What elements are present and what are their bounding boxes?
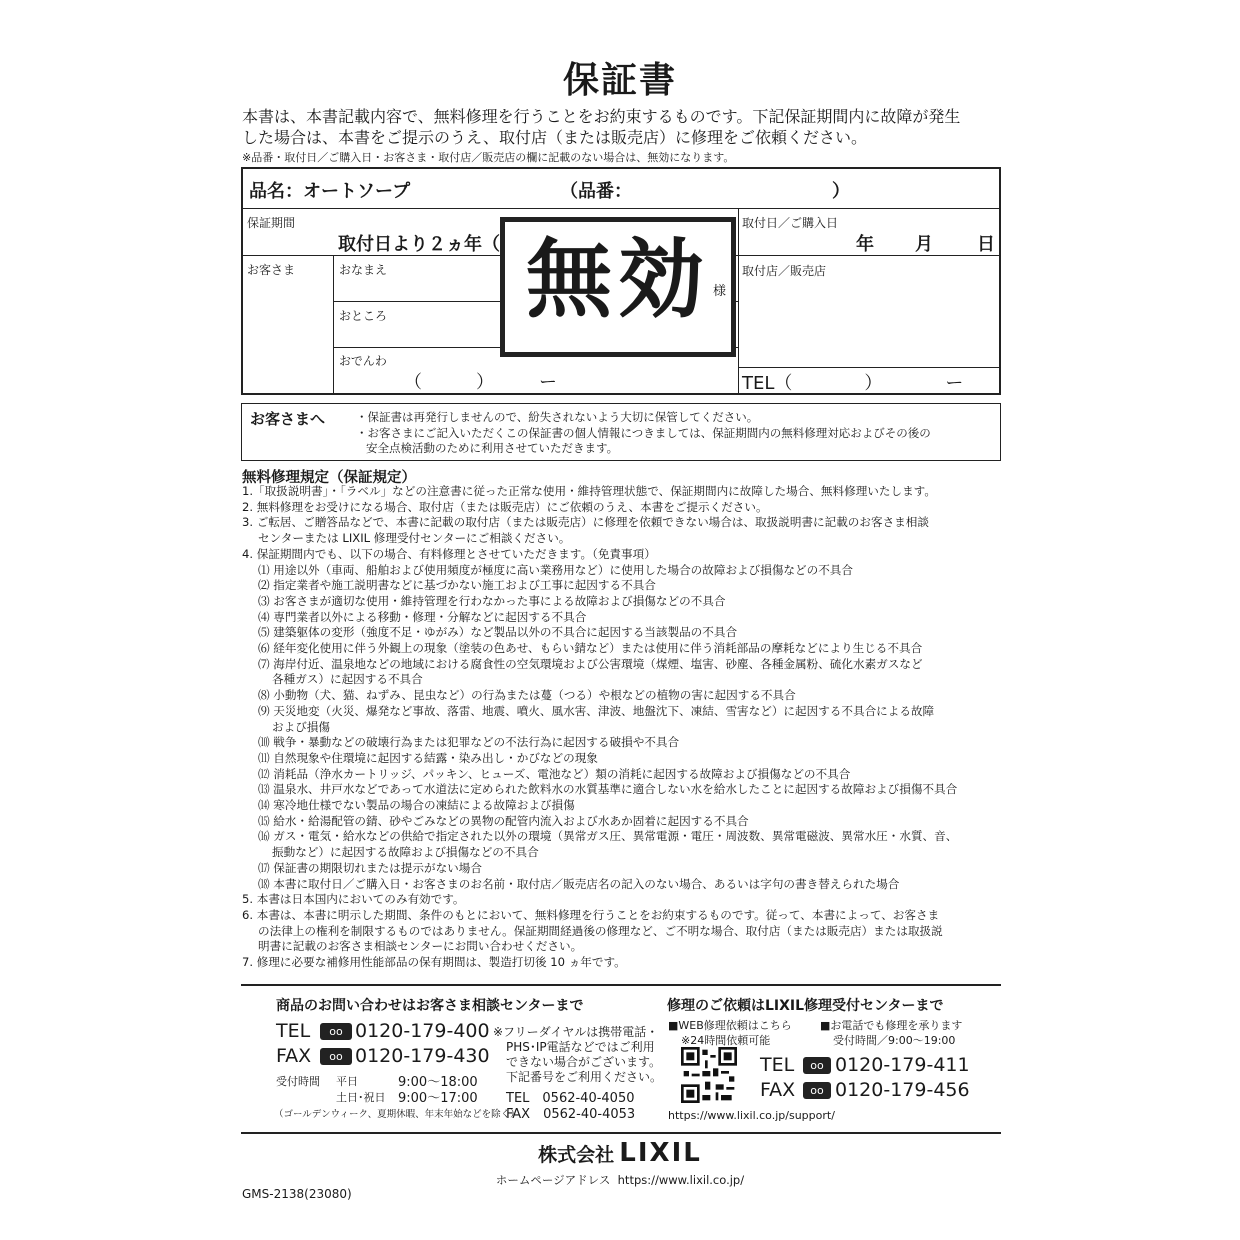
rule-line: ⒅ 本書に取付日／ご購入日・お客さまのお名前・取付店／販売店名の記入のない場合、あるいは字句の書き替えられた場合 bbox=[258, 876, 900, 891]
rule-line: 1.「取扱説明書」・「ラベル」などの注意書に従った正常な使用・維持管理状態で、保証期間内に故障した場合、無料修理いたします。 bbox=[242, 484, 936, 498]
rule-line: 各種ガス）に起因する不具合 bbox=[272, 672, 423, 687]
repair-tel-number: 0120-179-411 bbox=[835, 1054, 970, 1076]
rule-line: ⒁ 寒冷地仕様でない製品の場合の凍結による故障および損傷 bbox=[258, 798, 575, 813]
free-dial-icon: oo bbox=[803, 1057, 831, 1074]
rule-line: ⒂ 給水・給湯配管の錆、砂やごみなどの異物の配管内流入および水あか固着に起因する不具合 bbox=[258, 813, 749, 828]
repair-tel-label: TEL bbox=[760, 1054, 795, 1076]
free-dial-icon: oo bbox=[803, 1082, 831, 1099]
holiday-hours: 9:00～17:00 bbox=[398, 1091, 478, 1106]
phone-label: おでんわ bbox=[339, 354, 387, 368]
rule-line: ⑺ 海岸付近、温泉地などの地域における腐食性の空気環境および公害環境（煤煙、塩害、砂塵、各種金属粉、硫化水素ガスなど bbox=[258, 656, 923, 671]
rule-line: 5. 本書は日本国内においてのみ有効です。 bbox=[242, 892, 465, 907]
fax-label: FAX bbox=[276, 1045, 312, 1067]
rule-line: ⑿ 消耗品（浄水カートリッジ、パッキン、ヒューズ、電池など）類の消耗に起因する故障および損傷などの不具合 bbox=[258, 766, 851, 781]
rule-line: センターまたは LIXIL 修理受付センターにご相談ください。 bbox=[258, 531, 571, 546]
warranty-period-label: 保証期間 bbox=[247, 216, 296, 230]
rule-line: ⒃ ガス・電気・給水などの供給で指定された以外の環境（異常ガス圧、異常電源・電圧・周波数、異常電磁波、異常水圧・水質、音、 bbox=[258, 829, 958, 844]
warranty-period-value: 取付日より２ヵ年（ bbox=[338, 234, 500, 255]
form-divider bbox=[738, 208, 739, 395]
rule-line: および損傷 bbox=[272, 719, 330, 734]
free-dial-icon: oo bbox=[320, 1048, 352, 1065]
rule-line: 3. ご転居、ご贈答品などで、本書に記載の取付店（または販売店）に修理を依頼できない場合は、取扱説明書に記載のお客さま相談 bbox=[242, 515, 929, 530]
notice-line-1: ・保証書は再発行しませんので、紛失されないよう大切に保管してください。 bbox=[356, 410, 759, 424]
rules-heading: 無料修理規定（保証規定） bbox=[242, 470, 416, 486]
rule-line: 振動など）に起因する故障および損傷などの不具合 bbox=[272, 845, 539, 860]
form-divider bbox=[738, 367, 1001, 368]
install-date-label: 取付日／ご購入日 bbox=[742, 216, 839, 230]
free-note-1: ※フリーダイヤルは携帯電話・ bbox=[493, 1025, 659, 1039]
fax-number: 0120-179-430 bbox=[355, 1045, 490, 1067]
web-repair-label: ■WEB修理依頼はこちら bbox=[668, 1019, 792, 1032]
rule-line: ⑹ 経年変化使用に伴う外観上の現象（塗装の色あせ、もらい錆など）または使用に伴う消耗部品の摩耗などにより生じる不具合 bbox=[258, 641, 923, 656]
footer-rule bbox=[241, 1132, 1001, 1134]
phone-repair-label: ■お電話でも修理を承ります bbox=[820, 1019, 963, 1032]
weekday-hours: 9:00～18:00 bbox=[398, 1075, 478, 1090]
document-code: GMS-2138(23080) bbox=[242, 1187, 352, 1201]
hours-note: （ゴールデンウィーク、夏期休暇、年末年始などを除く） bbox=[274, 1109, 520, 1120]
store-tel: TEL（ ） ー bbox=[742, 373, 964, 394]
intro-text bbox=[242, 106, 1002, 148]
free-note-3: できない場合がございます。 bbox=[506, 1055, 662, 1069]
name-suffix: 様 bbox=[713, 284, 727, 299]
rule-line: ⑾ 自然現象や住環境に起因する結露・染み出し・かびなどの現象 bbox=[258, 750, 598, 765]
company-prefix: 株式会社 bbox=[538, 1144, 615, 1166]
invalid-stamp-text: 無効 bbox=[526, 230, 710, 330]
tel-label: TEL bbox=[276, 1020, 311, 1042]
rule-line: ⑵ 指定業者や施工説明書などに基づかない施工および工事に起因する不具合 bbox=[258, 578, 656, 593]
contact-top-rule bbox=[241, 984, 1001, 986]
qr-code-icon[interactable] bbox=[681, 1047, 737, 1103]
address-label: おところ bbox=[339, 309, 388, 323]
page-title: 保証書 bbox=[562, 60, 677, 101]
homepage-url[interactable]: https://www.lixil.co.jp/ bbox=[617, 1173, 745, 1187]
rule-line: ⒀ 温泉水、井戸水などであって水道法に定められた飲料水の水質基準に適合しない水を給水したことに起因する故障および損傷不具合 bbox=[258, 782, 958, 797]
web-repair-note: ※24時間依頼可能 bbox=[681, 1034, 771, 1047]
alt-fax: FAX 0562-40-4053 bbox=[506, 1107, 636, 1122]
day-label: 日 bbox=[977, 234, 995, 255]
form-divider bbox=[333, 255, 334, 395]
notice-line-3: 安全点検活動のために利用させていただきます。 bbox=[366, 441, 619, 455]
weekday-label: 平日 bbox=[336, 1075, 358, 1088]
product-name: 品名：オートソープ bbox=[249, 181, 411, 202]
customer-center-heading: 商品のお問い合わせはお客さま相談センターまで bbox=[276, 998, 584, 1014]
rule-line: の法律上の権利を制限するものではありません。保証期間経過後の修理など、ご不明な場合、取付店（または販売店）または取扱説 bbox=[258, 923, 943, 938]
company-name bbox=[0, 1138, 1240, 1168]
lixil-logo: LIXIL bbox=[619, 1138, 702, 1168]
rule-line: 明書に記載のお客さま相談センターにお問い合わせください。 bbox=[258, 939, 583, 954]
name-label: おなまえ bbox=[339, 263, 388, 277]
store-label: 取付店／販売店 bbox=[742, 264, 827, 278]
phone-repair-hours: 受付時間／9:00～19:00 bbox=[833, 1034, 956, 1047]
homepage-label: ホームページアドレス bbox=[495, 1173, 611, 1187]
month-label: 月 bbox=[915, 234, 933, 255]
rule-line: ⑸ 建築躯体の変形（強度不足・ゆがみ）など製品以外の不具合に起因する当該製品の不具合 bbox=[258, 625, 738, 640]
year-label: 年 bbox=[856, 234, 874, 255]
rule-line: ⑻ 小動物（犬、猫、ねずみ、昆虫など）の行為または蔓（つる）や根などの植物の害に起因する不具合 bbox=[258, 688, 796, 703]
notice-line-2: ・お客さまにご記入いただくこの保証書の個人情報につきましては、保証期間内の無料修理対応およびその後の bbox=[356, 426, 931, 440]
rule-line: 2. 無料修理をお受けになる場合、取付店（または販売店）にご依頼のうえ、本書をご提示ください。 bbox=[242, 499, 768, 514]
form-divider bbox=[241, 208, 1001, 209]
homepage-line bbox=[0, 1172, 1240, 1188]
product-number-close: ） bbox=[832, 181, 850, 202]
rule-line: ⑽ 戦争・暴動などの破壊行為または犯罪などの不法行為に起因する破損や不具合 bbox=[258, 735, 680, 750]
customer-label: お客さま bbox=[247, 263, 296, 277]
tel-number: 0120-179-400 bbox=[355, 1020, 490, 1042]
phone-format: （ ） ー bbox=[404, 372, 557, 393]
rule-line: ⑴ 用途以外（車両、船舶および使用頻度が極度に高い業務用など）に使用した場合の故障および損傷などの不具合 bbox=[258, 562, 853, 577]
rules-list bbox=[242, 484, 1012, 971]
hours-label: 受付時間 bbox=[276, 1075, 320, 1088]
holiday-label: 土日･祝日 bbox=[336, 1091, 386, 1104]
rule-line: ⒄ 保証書の期限切れまたは提示がない場合 bbox=[258, 860, 482, 875]
intro-line-1: 本書は、本書記載内容で、無料修理を行うことをお約束するものです。下記保証期間内に故障が発生 bbox=[242, 107, 961, 126]
intro-note: ※品番・取付日／ご購入日・お客さま・取付店／販売店の欄に記載のない場合は、無効になります。 bbox=[242, 151, 735, 164]
free-dial-icon: oo bbox=[320, 1023, 352, 1040]
repair-fax-label: FAX bbox=[760, 1079, 796, 1101]
rule-line: ⑷ 専門業者以外による移動・修理・分解などに起因する不具合 bbox=[258, 609, 587, 624]
repair-center-heading: 修理のご依頼はLIXIL修理受付センターまで bbox=[667, 998, 944, 1014]
rule-line: 7. 修理に必要な補修用性能部品の保有期間は、製造打切後 10 ヵ年です。 bbox=[242, 955, 626, 970]
rule-line: ⑶ お客さまが適切な使用・維持管理を行わなかった事による故障および損傷などの不具合 bbox=[258, 593, 726, 608]
free-note-2: PHS･IP電話などではご利用 bbox=[506, 1040, 655, 1054]
product-number-label: （品番： bbox=[560, 181, 632, 202]
repair-fax-number: 0120-179-456 bbox=[835, 1079, 970, 1101]
notice-label: お客さまへ bbox=[250, 410, 326, 428]
intro-line-2: した場合は、本書をご提示のうえ、取付店（または販売店）に修理をご依頼ください。 bbox=[242, 128, 867, 147]
rule-line: 6. 本書は、本書に明示した期間、条件のもとにおいて、無料修理を行うことをお約束するものです。従って、本書によって、お客さま bbox=[242, 907, 940, 922]
rule-line: 4. 保証期間内でも、以下の場合、有料修理とさせていただきます。（免責事項） bbox=[242, 546, 656, 561]
alt-tel: TEL 0562-40-4050 bbox=[506, 1091, 635, 1106]
support-url[interactable]: https://www.lixil.co.jp/support/ bbox=[668, 1109, 835, 1122]
rule-line: ⑼ 天災地変（火災、爆発など事故、落雷、地震、噴火、風水害、津波、地盤沈下、凍結、雪害など）に起因する不具合による故障 bbox=[258, 703, 935, 718]
free-note-4: 下記番号をご利用ください。 bbox=[506, 1070, 663, 1084]
